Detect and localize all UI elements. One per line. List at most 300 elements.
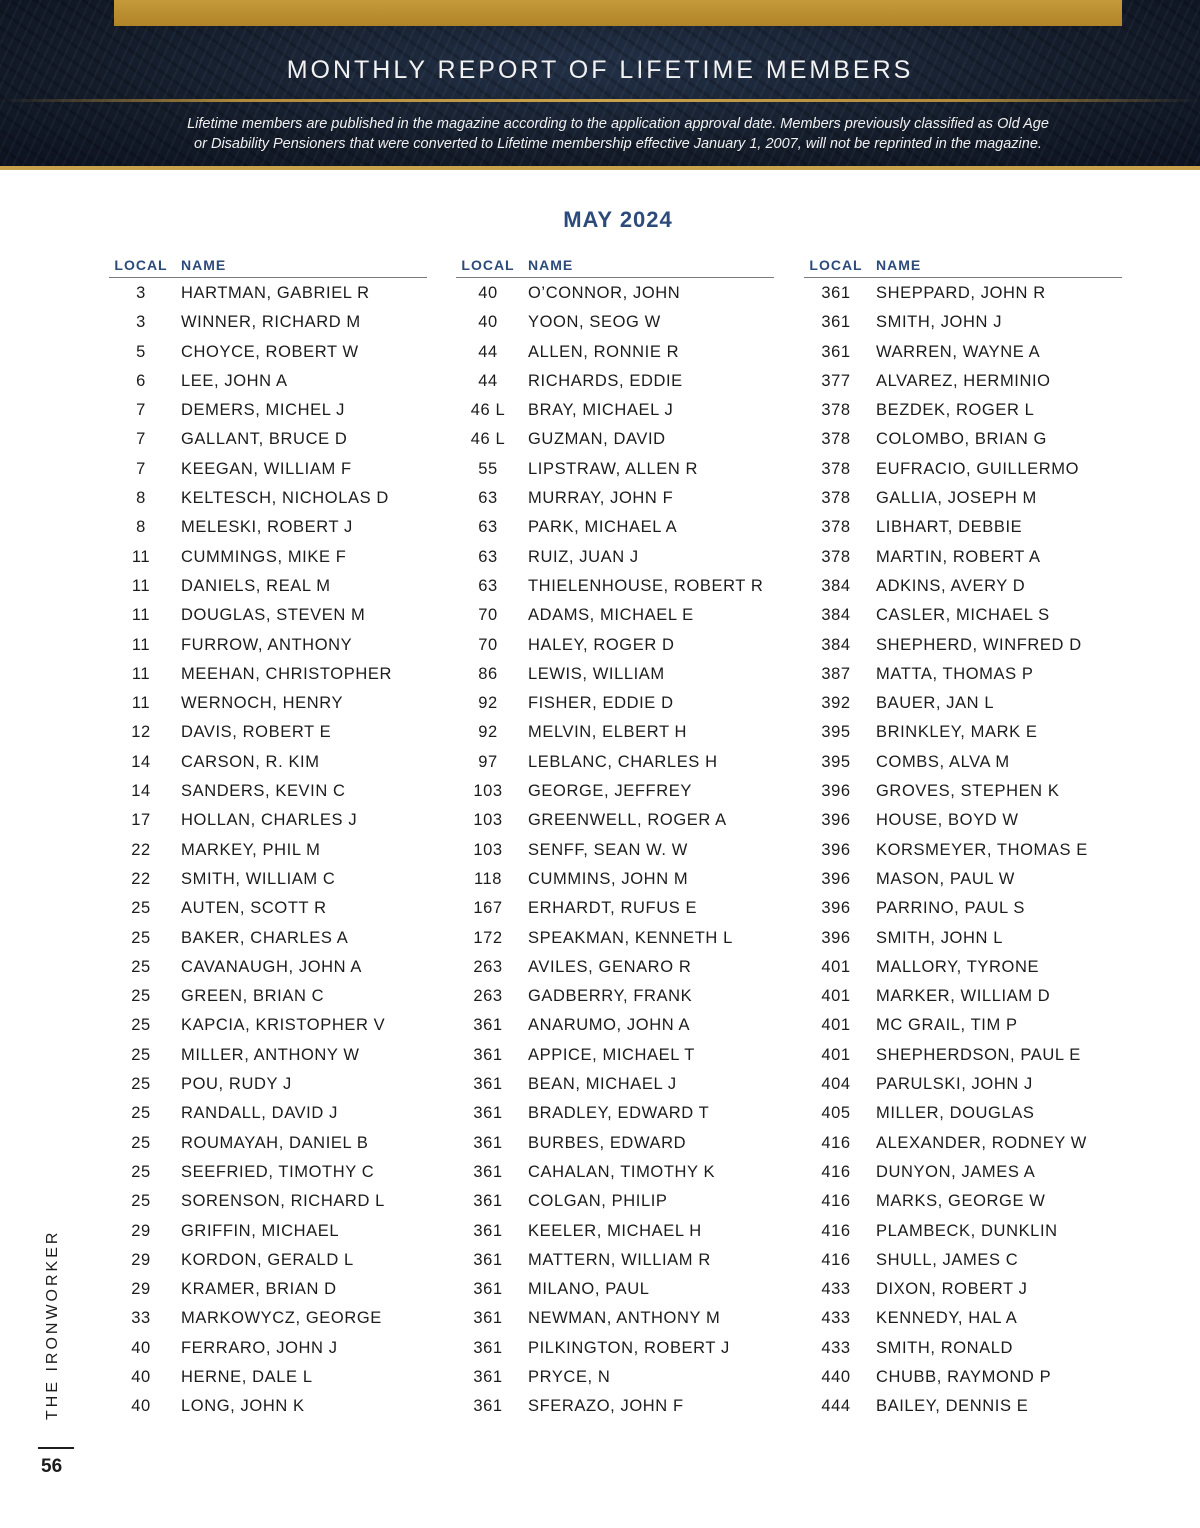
column-header bbox=[804, 255, 1122, 278]
member-name: CUMMINS, JOHN M bbox=[528, 869, 689, 888]
member-row bbox=[804, 659, 1122, 688]
member-row bbox=[456, 366, 774, 395]
member-name: MARTIN, ROBERT A bbox=[876, 547, 1041, 566]
member-row bbox=[109, 1040, 427, 1069]
member-name: GUZMAN, DAVID bbox=[528, 430, 666, 449]
member-name: SMITH, WILLIAM C bbox=[181, 869, 336, 888]
local-number: 103 bbox=[473, 782, 503, 801]
local-number: 25 bbox=[131, 957, 151, 976]
local-number: 263 bbox=[473, 987, 503, 1006]
member-row bbox=[109, 835, 427, 864]
local-number: 361 bbox=[473, 1133, 503, 1152]
local-number: 103 bbox=[473, 811, 503, 830]
member-name: GEORGE, JEFFREY bbox=[528, 782, 692, 801]
local-number: 6 bbox=[136, 371, 146, 390]
member-name: MATTA, THOMAS P bbox=[876, 664, 1034, 683]
local-number: 405 bbox=[821, 1104, 851, 1123]
member-name: DIXON, ROBERT J bbox=[876, 1280, 1028, 1299]
local-number: 361 bbox=[473, 1192, 503, 1211]
member-name: RICHARDS, EDDIE bbox=[528, 371, 683, 390]
member-row bbox=[456, 893, 774, 922]
member-name: KAPCIA, KRISTOPHER V bbox=[181, 1016, 386, 1035]
member-name: GADBERRY, FRANK bbox=[528, 987, 693, 1006]
member-row bbox=[804, 571, 1122, 600]
member-name: HERNE, DALE L bbox=[181, 1367, 313, 1386]
local-number: 361 bbox=[821, 284, 851, 302]
local-number: 92 bbox=[478, 723, 498, 742]
member-name: KELTESCH, NICHOLAS D bbox=[181, 489, 389, 508]
member-row bbox=[456, 1333, 774, 1362]
member-name: FISHER, EDDIE D bbox=[528, 694, 674, 713]
member-row bbox=[804, 512, 1122, 541]
member-row bbox=[109, 1128, 427, 1157]
member-row bbox=[804, 981, 1122, 1010]
member-name: BAUER, JAN L bbox=[876, 694, 995, 713]
local-number: 103 bbox=[473, 840, 503, 859]
local-number: 55 bbox=[478, 459, 498, 478]
local-number: 11 bbox=[131, 606, 151, 625]
member-row bbox=[804, 747, 1122, 776]
local-number: 25 bbox=[131, 987, 151, 1006]
member-row bbox=[456, 952, 774, 981]
member-name: ALVAREZ, HERMINIO bbox=[876, 371, 1051, 390]
member-row bbox=[456, 688, 774, 717]
local-number: 361 bbox=[473, 1162, 503, 1181]
member-row bbox=[456, 717, 774, 746]
member-row bbox=[456, 1128, 774, 1157]
member-row bbox=[456, 981, 774, 1010]
member-row bbox=[109, 307, 427, 336]
member-row bbox=[804, 893, 1122, 922]
local-number: 25 bbox=[131, 1104, 151, 1123]
member-name: LIPSTRAW, ALLEN R bbox=[528, 459, 699, 478]
member-row bbox=[804, 1186, 1122, 1215]
member-column-2 bbox=[456, 255, 774, 1421]
member-name: LIBHART, DEBBIE bbox=[876, 518, 1023, 537]
name-header: NAME bbox=[876, 257, 922, 273]
member-name: MILLER, ANTHONY W bbox=[181, 1045, 360, 1064]
member-row bbox=[456, 1010, 774, 1039]
member-row bbox=[109, 1274, 427, 1303]
member-row bbox=[804, 542, 1122, 571]
member-row bbox=[804, 1362, 1122, 1391]
member-row bbox=[109, 278, 427, 307]
member-row bbox=[456, 1069, 774, 1098]
local-number: 14 bbox=[131, 752, 151, 771]
member-row bbox=[456, 1216, 774, 1245]
publication-name: THE IRONWORKER bbox=[44, 1229, 61, 1420]
local-number: 5 bbox=[136, 342, 146, 361]
member-name: RANDALL, DAVID J bbox=[181, 1104, 338, 1123]
name-header: NAME bbox=[528, 257, 574, 273]
member-row bbox=[456, 1157, 774, 1186]
member-row bbox=[804, 923, 1122, 952]
local-number: 3 bbox=[136, 313, 146, 332]
member-row bbox=[804, 1274, 1122, 1303]
member-name: CAHALAN, TIMOTHY K bbox=[528, 1162, 716, 1181]
local-number: 44 bbox=[478, 371, 498, 390]
member-name: AVILES, GENARO R bbox=[528, 957, 692, 976]
page-title: MONTHLY REPORT OF LIFETIME MEMBERS bbox=[286, 56, 914, 84]
local-number: 395 bbox=[821, 752, 851, 771]
local-number: 40 bbox=[131, 1397, 151, 1416]
member-row bbox=[804, 1216, 1122, 1245]
member-name: MEEHAN, CHRISTOPHER bbox=[181, 664, 392, 683]
local-number: 384 bbox=[821, 606, 851, 625]
member-name: MARKOWYCZ, GEORGE bbox=[181, 1309, 382, 1328]
local-number: 361 bbox=[473, 1045, 503, 1064]
member-row bbox=[804, 483, 1122, 512]
local-number: 384 bbox=[821, 576, 851, 595]
local-number: 11 bbox=[131, 547, 151, 566]
member-name: SMITH, JOHN J bbox=[876, 313, 1003, 332]
member-row bbox=[456, 1040, 774, 1069]
member-row bbox=[109, 454, 427, 483]
member-name: DANIELS, REAL M bbox=[181, 576, 331, 595]
local-number: 11 bbox=[131, 576, 151, 595]
member-row bbox=[109, 923, 427, 952]
local-number: 395 bbox=[821, 723, 851, 742]
member-name: SORENSON, RICHARD L bbox=[181, 1192, 385, 1211]
member-name: DEMERS, MICHEL J bbox=[181, 401, 345, 420]
member-name: MURRAY, JOHN F bbox=[528, 489, 674, 508]
member-name: MILLER, DOUGLAS bbox=[876, 1104, 1035, 1123]
member-row bbox=[456, 805, 774, 834]
local-number: 440 bbox=[821, 1367, 851, 1386]
member-name: CUMMINGS, MIKE F bbox=[181, 547, 347, 566]
local-number: 361 bbox=[473, 1309, 503, 1328]
member-name: HOLLAN, CHARLES J bbox=[181, 811, 358, 830]
local-number: 70 bbox=[478, 606, 498, 625]
local-number: 172 bbox=[473, 928, 503, 947]
member-name: BRAY, MICHAEL J bbox=[528, 401, 674, 420]
member-name: SANDERS, KEVIN C bbox=[181, 782, 346, 801]
local-number: 40 bbox=[131, 1338, 151, 1357]
member-row bbox=[109, 981, 427, 1010]
local-number: 11 bbox=[131, 635, 151, 654]
member-row bbox=[109, 600, 427, 629]
member-name: BAILEY, DENNIS E bbox=[876, 1397, 1029, 1416]
member-name: KEEGAN, WILLIAM F bbox=[181, 459, 352, 478]
intro-line-1: Lifetime members are published in the magazine according to the application approval date. Members previously classified as Old Age bbox=[187, 116, 1049, 132]
local-number: 17 bbox=[131, 811, 151, 830]
local-number: 33 bbox=[131, 1309, 151, 1328]
member-name: CARSON, R. KIM bbox=[181, 752, 320, 771]
member-row bbox=[804, 307, 1122, 336]
member-row bbox=[804, 1303, 1122, 1332]
local-number: 396 bbox=[821, 782, 851, 801]
member-row bbox=[456, 1274, 774, 1303]
member-row bbox=[109, 717, 427, 746]
intro-text bbox=[100, 114, 1136, 154]
local-number: 70 bbox=[478, 635, 498, 654]
member-name: ADKINS, AVERY D bbox=[876, 576, 1026, 595]
member-name: MILANO, PAUL bbox=[528, 1280, 650, 1299]
member-name: MARKER, WILLIAM D bbox=[876, 987, 1051, 1006]
member-row bbox=[109, 776, 427, 805]
local-number: 378 bbox=[821, 489, 851, 508]
member-row bbox=[804, 600, 1122, 629]
member-row bbox=[109, 864, 427, 893]
member-name: PARK, MICHAEL A bbox=[528, 518, 678, 537]
member-row bbox=[109, 952, 427, 981]
member-row bbox=[109, 512, 427, 541]
local-number: 63 bbox=[478, 518, 498, 537]
local-number: 378 bbox=[821, 518, 851, 537]
member-name: ALLEN, RONNIE R bbox=[528, 342, 680, 361]
local-number: 361 bbox=[821, 313, 851, 332]
member-name: ANARUMO, JOHN A bbox=[528, 1016, 691, 1035]
member-name: PARRINO, PAUL S bbox=[876, 899, 1025, 918]
member-name: DOUGLAS, STEVEN M bbox=[181, 606, 366, 625]
local-number: 8 bbox=[136, 489, 146, 508]
member-row bbox=[109, 893, 427, 922]
local-number: 22 bbox=[131, 869, 151, 888]
member-row bbox=[804, 776, 1122, 805]
member-row bbox=[109, 1303, 427, 1332]
member-name: SMITH, RONALD bbox=[876, 1338, 1014, 1357]
member-name: LEBLANC, CHARLES H bbox=[528, 752, 718, 771]
member-row bbox=[109, 659, 427, 688]
member-row bbox=[456, 454, 774, 483]
local-number: 8 bbox=[136, 518, 146, 537]
member-row bbox=[456, 307, 774, 336]
local-number: 92 bbox=[478, 694, 498, 713]
member-name: GROVES, STEPHEN K bbox=[876, 782, 1060, 801]
member-column-3 bbox=[804, 255, 1122, 1421]
member-name: THIELENHOUSE, ROBERT R bbox=[528, 576, 764, 595]
member-name: COMBS, ALVA M bbox=[876, 752, 1010, 771]
member-name: WINNER, RICHARD M bbox=[181, 313, 361, 332]
local-number: 361 bbox=[473, 1104, 503, 1123]
member-row bbox=[109, 1245, 427, 1274]
member-row bbox=[456, 630, 774, 659]
local-number: 25 bbox=[131, 1162, 151, 1181]
member-name: BEZDEK, ROGER L bbox=[876, 401, 1035, 420]
local-number: 11 bbox=[131, 664, 151, 683]
member-row bbox=[456, 600, 774, 629]
local-number: 404 bbox=[821, 1075, 851, 1094]
local-number: 44 bbox=[478, 342, 498, 361]
member-name: GALLANT, BRUCE D bbox=[181, 430, 348, 449]
local-number: 378 bbox=[821, 459, 851, 478]
footer-rule bbox=[38, 1447, 74, 1449]
local-number: 396 bbox=[821, 899, 851, 918]
gold-accent-bar bbox=[114, 0, 1122, 26]
member-row bbox=[804, 1128, 1122, 1157]
member-row bbox=[804, 864, 1122, 893]
member-name: MATTERN, WILLIAM R bbox=[528, 1250, 711, 1269]
member-row bbox=[109, 630, 427, 659]
local-number: 97 bbox=[478, 752, 498, 771]
member-name: POU, RUDY J bbox=[181, 1075, 292, 1094]
local-number: 29 bbox=[131, 1280, 151, 1299]
member-row bbox=[456, 1391, 774, 1420]
member-row bbox=[804, 1391, 1122, 1420]
local-number: 416 bbox=[821, 1250, 851, 1269]
member-row bbox=[456, 1245, 774, 1274]
member-name: CHUBB, RAYMOND P bbox=[876, 1367, 1052, 1386]
local-number: 46 L bbox=[470, 401, 506, 420]
member-name: KORSMEYER, THOMAS E bbox=[876, 840, 1088, 859]
member-row bbox=[109, 337, 427, 366]
local-number: 46 L bbox=[470, 430, 506, 449]
local-number: 361 bbox=[473, 1075, 503, 1094]
member-row bbox=[804, 1010, 1122, 1039]
local-number: 433 bbox=[821, 1338, 851, 1357]
local-number: 86 bbox=[478, 664, 498, 683]
member-row bbox=[109, 483, 427, 512]
local-number: 7 bbox=[136, 459, 146, 478]
member-name: ERHARDT, RUFUS E bbox=[528, 899, 698, 918]
member-row bbox=[804, 952, 1122, 981]
member-row bbox=[109, 395, 427, 424]
member-name: COLGAN, PHILIP bbox=[528, 1192, 668, 1211]
column-header bbox=[456, 255, 774, 278]
member-row bbox=[109, 1069, 427, 1098]
local-number: 361 bbox=[473, 1367, 503, 1386]
member-row bbox=[109, 747, 427, 776]
member-name: GREEN, BRIAN C bbox=[181, 987, 325, 1006]
local-number: 361 bbox=[473, 1338, 503, 1357]
local-number: 25 bbox=[131, 928, 151, 947]
member-row bbox=[109, 1010, 427, 1039]
member-row bbox=[804, 1157, 1122, 1186]
member-name: SMITH, JOHN L bbox=[876, 928, 1003, 947]
member-name: CHOYCE, ROBERT W bbox=[181, 342, 359, 361]
local-number: 25 bbox=[131, 1192, 151, 1211]
member-name: BEAN, MICHAEL J bbox=[528, 1075, 677, 1094]
local-number: 401 bbox=[821, 957, 851, 976]
local-number: 378 bbox=[821, 547, 851, 566]
local-number: 22 bbox=[131, 840, 151, 859]
member-column-1 bbox=[109, 255, 427, 1421]
local-number: 263 bbox=[473, 957, 503, 976]
member-row bbox=[456, 483, 774, 512]
member-row bbox=[456, 395, 774, 424]
member-row bbox=[109, 1157, 427, 1186]
local-header: LOCAL bbox=[809, 257, 863, 273]
member-name: SFERAZO, JOHN F bbox=[528, 1397, 684, 1416]
member-name: DUNYON, JAMES A bbox=[876, 1162, 1036, 1181]
member-name: SHEPHERD, WINFRED D bbox=[876, 635, 1082, 654]
member-name: SENFF, SEAN W. W bbox=[528, 840, 688, 859]
page-number: 56 bbox=[41, 1456, 63, 1477]
member-row bbox=[804, 337, 1122, 366]
member-name: FERRARO, JOHN J bbox=[181, 1338, 338, 1357]
local-number: 25 bbox=[131, 1016, 151, 1035]
member-row bbox=[109, 571, 427, 600]
member-name: HALEY, ROGER D bbox=[528, 635, 675, 654]
member-name: MELVIN, ELBERT H bbox=[528, 723, 688, 742]
member-name: MALLORY, TYRONE bbox=[876, 957, 1040, 976]
member-row bbox=[804, 395, 1122, 424]
member-row bbox=[804, 424, 1122, 453]
member-row bbox=[109, 1186, 427, 1215]
local-number: 25 bbox=[131, 1075, 151, 1094]
member-name: NEWMAN, ANTHONY M bbox=[528, 1309, 721, 1328]
member-row bbox=[804, 1040, 1122, 1069]
local-number: 40 bbox=[478, 284, 498, 302]
member-row bbox=[804, 688, 1122, 717]
column-header bbox=[109, 255, 427, 278]
local-number: 401 bbox=[821, 1045, 851, 1064]
member-name: APPICE, MICHAEL T bbox=[528, 1045, 695, 1064]
member-name: DAVIS, ROBERT E bbox=[181, 723, 332, 742]
member-name: ADAMS, MICHAEL E bbox=[528, 606, 694, 625]
member-row bbox=[456, 747, 774, 776]
local-number: 396 bbox=[821, 869, 851, 888]
local-number: 387 bbox=[821, 664, 851, 683]
member-name: YOON, SEOG W bbox=[528, 313, 661, 332]
member-name: BURBES, EDWARD bbox=[528, 1133, 687, 1152]
member-row bbox=[109, 1098, 427, 1127]
local-number: 396 bbox=[821, 928, 851, 947]
member-name: MELESKI, ROBERT J bbox=[181, 518, 353, 537]
member-row bbox=[804, 1069, 1122, 1098]
member-name: MASON, PAUL W bbox=[876, 869, 1015, 888]
member-row bbox=[456, 542, 774, 571]
local-number: 25 bbox=[131, 1133, 151, 1152]
member-name: RUIZ, JUAN J bbox=[528, 547, 639, 566]
member-name: BRADLEY, EDWARD T bbox=[528, 1104, 710, 1123]
member-name: O’CONNOR, JOHN bbox=[528, 284, 681, 302]
header-divider bbox=[0, 99, 1200, 102]
local-number: 433 bbox=[821, 1309, 851, 1328]
member-row bbox=[109, 424, 427, 453]
local-number: 3 bbox=[136, 284, 146, 302]
member-name: SPEAKMAN, KENNETH L bbox=[528, 928, 733, 947]
member-row bbox=[804, 630, 1122, 659]
local-number: 167 bbox=[473, 899, 503, 918]
member-name: CASLER, MICHAEL S bbox=[876, 606, 1050, 625]
member-name: GALLIA, JOSEPH M bbox=[876, 489, 1037, 508]
local-number: 7 bbox=[136, 430, 146, 449]
member-row bbox=[456, 512, 774, 541]
member-row bbox=[456, 923, 774, 952]
local-number: 377 bbox=[821, 371, 851, 390]
member-row bbox=[804, 1245, 1122, 1274]
local-number: 25 bbox=[131, 1045, 151, 1064]
local-number: 392 bbox=[821, 694, 851, 713]
member-row bbox=[109, 366, 427, 395]
member-name: CAVANAUGH, JOHN A bbox=[181, 957, 363, 976]
member-row bbox=[804, 805, 1122, 834]
local-number: 12 bbox=[131, 723, 151, 742]
member-name: GREENWELL, ROGER A bbox=[528, 811, 727, 830]
local-header: LOCAL bbox=[114, 257, 168, 273]
member-row bbox=[804, 717, 1122, 746]
member-row bbox=[456, 776, 774, 805]
local-number: 444 bbox=[821, 1397, 851, 1416]
local-number: 378 bbox=[821, 401, 851, 420]
local-header: LOCAL bbox=[461, 257, 515, 273]
local-number: 416 bbox=[821, 1133, 851, 1152]
header-bottom-rule bbox=[0, 166, 1200, 170]
local-number: 378 bbox=[821, 430, 851, 449]
member-row bbox=[456, 1303, 774, 1332]
local-number: 63 bbox=[478, 489, 498, 508]
member-name: ALEXANDER, RODNEY W bbox=[876, 1133, 1087, 1152]
local-number: 416 bbox=[821, 1221, 851, 1240]
member-name: PLAMBECK, DUNKLIN bbox=[876, 1221, 1058, 1240]
member-name: PILKINGTON, ROBERT J bbox=[528, 1338, 730, 1357]
local-number: 401 bbox=[821, 987, 851, 1006]
member-row bbox=[804, 278, 1122, 307]
member-row bbox=[109, 542, 427, 571]
local-number: 63 bbox=[478, 547, 498, 566]
local-number: 416 bbox=[821, 1162, 851, 1181]
